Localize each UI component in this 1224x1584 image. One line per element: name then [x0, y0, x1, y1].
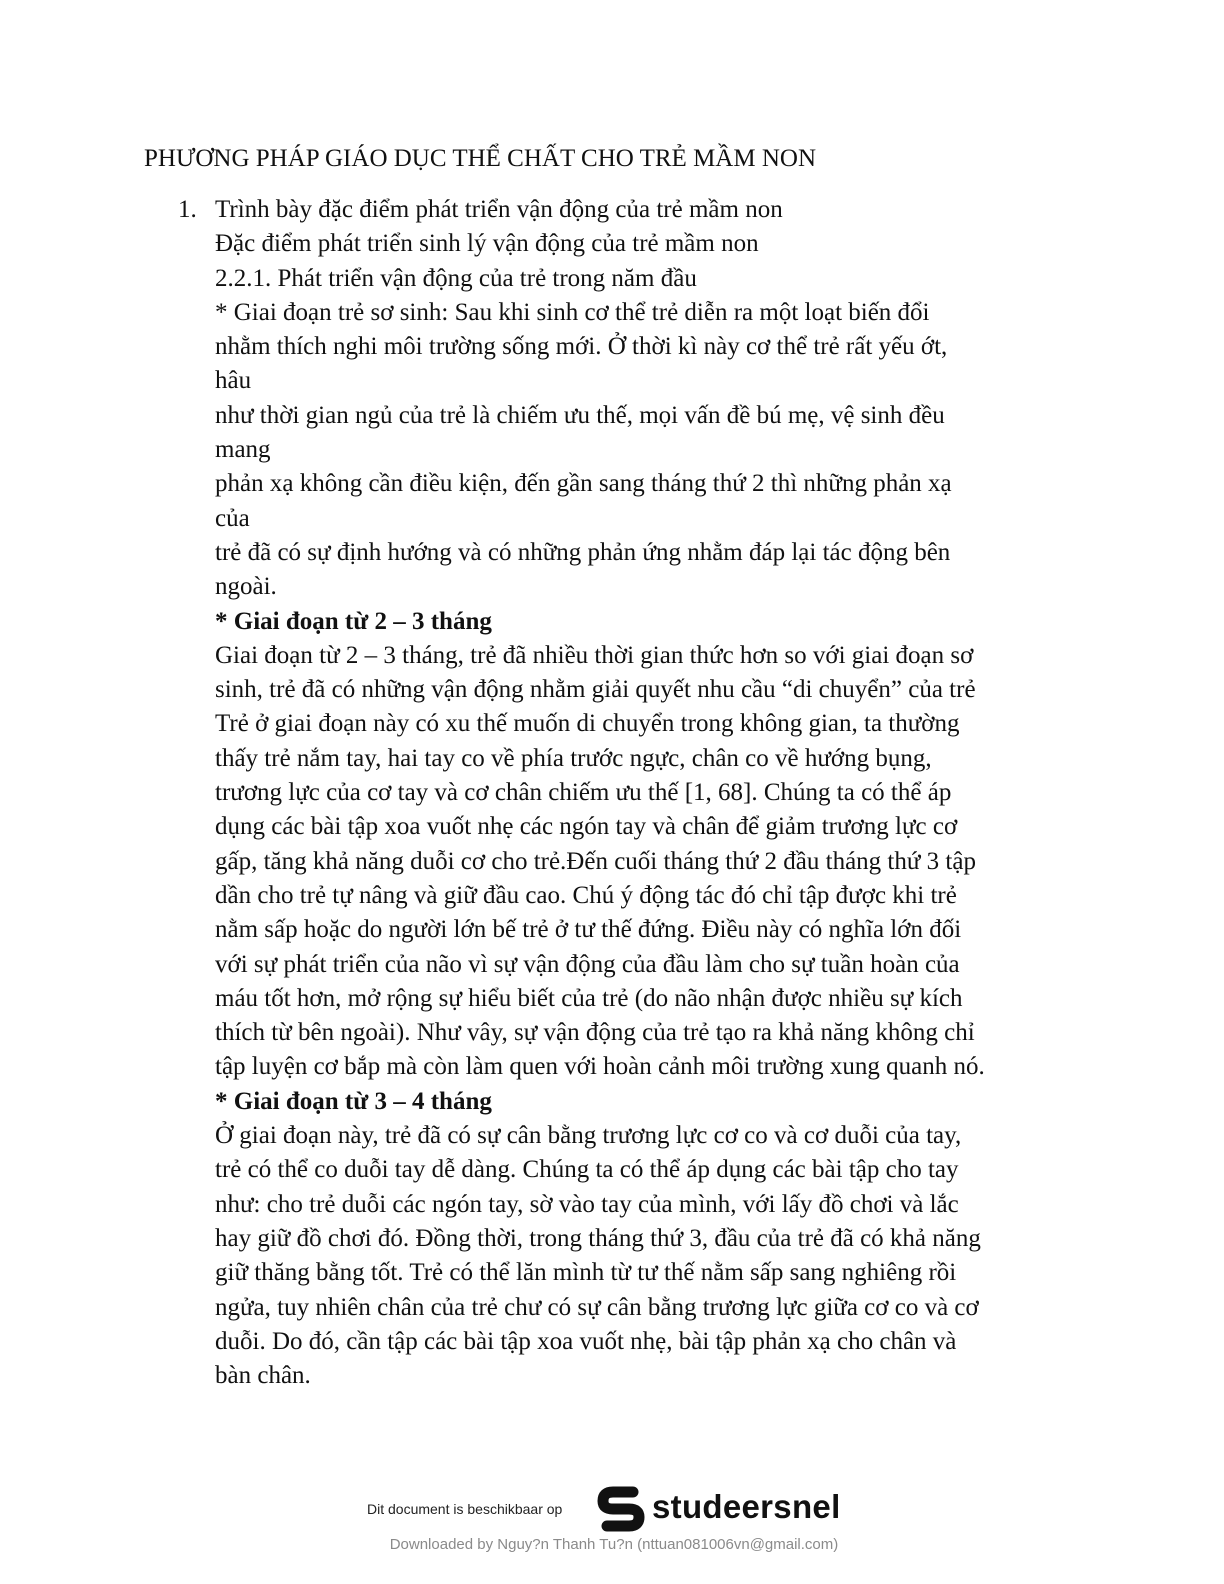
- text-line: ngửa, tuy nhiên chân của trẻ chư có sự cân bằng trương lực giữa cơ co và cơ: [215, 1293, 979, 1321]
- download-note: Downloaded by Nguy?n Thanh Tu?n (nttuan081006vn@gmail.com): [389, 1536, 839, 1553]
- footer-note: Dit document is beschikbaar op: [367, 1501, 563, 1517]
- text-line: trẻ đã có sự định hướng và có những phản ứng nhằm đáp lại tác động bên: [215, 538, 951, 566]
- text-line: như thời gian ngủ của trẻ là chiếm ưu thế, mọi vấn đề bú mẹ, vệ sinh đều: [215, 401, 945, 429]
- text-line: máu tốt hơn, mở rộng sự hiểu biết của trẻ (do não nhận được nhiều sự kích: [215, 984, 963, 1012]
- text-line: Trình bày đặc điểm phát triển vận động của trẻ mầm non: [215, 196, 783, 223]
- text-line: giữ thăng bằng tốt. Trẻ có thể lăn mình từ tư thế nằm sấp sang nghiêng rồi: [215, 1259, 957, 1287]
- text-line: Trẻ ở giai đoạn này có xu thế muốn di chuyển trong không gian, ta thường: [215, 710, 960, 738]
- text-line: hâu: [215, 367, 252, 395]
- text-line: gấp, tăng khả năng duỗi cơ cho trẻ.Đến cuối tháng thứ 2 đầu tháng thứ 3 tập: [215, 847, 976, 875]
- text-line: như: cho trẻ duỗi các ngón tay, sờ vào tay của mình, với lấy đồ chơi và lắc: [215, 1190, 959, 1218]
- text-line: sinh, trẻ đã có những vận động nhằm giải quyết nhu cầu “di chuyển” của trẻ: [215, 676, 976, 704]
- text-line: mang: [215, 436, 271, 464]
- text-line: với sự phát triển của não vì sự vận động của đầu làm cho sự tuần hoàn của: [215, 950, 960, 978]
- text-line: thấy trẻ nắm tay, hai tay co về phía trước ngực, chân co về hướng bụng,: [215, 744, 932, 772]
- document-body: [215, 193, 1085, 1393]
- text-line: * Giai đoạn trẻ sơ sinh: Sau khi sinh cơ thể trẻ diễn ra một loạt biến đổi: [215, 298, 930, 326]
- text-line: trẻ có thể co duỗi tay dễ dàng. Chúng ta có thể áp dụng các bài tập cho tay: [215, 1156, 959, 1184]
- text-line: của: [215, 504, 250, 532]
- text-line: dụng các bài tập xoa vuốt nhẹ các ngón tay và chân để giảm trương lực cơ: [215, 813, 958, 841]
- text-line: ngoài.: [215, 573, 277, 601]
- text-line: Giai đoạn từ 2 – 3 tháng, trẻ đã nhiều thời gian thức hơn so với giai đoạn sơ: [215, 641, 974, 669]
- text-line: 2.2.1. Phát triển vận động của trẻ trong năm đầu: [215, 264, 697, 292]
- text-line: Ở giai đoạn này, trẻ đã có sự cân bằng trương lực cơ co và cơ duỗi của tay,: [215, 1122, 962, 1150]
- text-line: trương lực của cơ tay và cơ chân chiếm ưu thế [1, 68]. Chúng ta có thể áp: [215, 779, 952, 807]
- section-heading: * Giai đoạn từ 3 – 4 tháng: [215, 1087, 492, 1115]
- footer: [0, 1484, 1224, 1536]
- list-item-number: 1.: [178, 196, 197, 223]
- text-line: nhằm thích nghi môi trường sống mới. Ở thời kì này cơ thể trẻ rất yếu ớt,: [215, 333, 948, 361]
- text-line: nằm sấp hoặc do người lớn bế trẻ ở tư thế đứng. Điều này có nghĩa lớn đối: [215, 916, 962, 944]
- text-line: phản xạ không cần điều kiện, đến gần sang tháng thứ 2 thì những phản xạ: [215, 470, 952, 498]
- text-line: dần cho trẻ tự nâng và giữ đầu cao. Chú ý động tác đó chỉ tập được khi trẻ: [215, 881, 957, 909]
- text-line: hay giữ đồ chơi đó. Đồng thời, trong tháng thứ 3, đầu của trẻ đã có khả năng: [215, 1224, 981, 1252]
- section-heading: * Giai đoạn từ 2 – 3 tháng: [215, 607, 492, 635]
- text-line: duỗi. Do đó, cần tập các bài tập xoa vuốt nhẹ, bài tập phản xạ cho chân và: [215, 1327, 957, 1355]
- text-line: thích từ bên ngoài). Như vây, sự vận động của trẻ tạo ra khả năng không chỉ: [215, 1019, 975, 1047]
- text-line: bàn chân.: [215, 1362, 311, 1390]
- text-line: Đặc điểm phát triển sinh lý vận động của trẻ mầm non: [215, 230, 759, 258]
- page-title: PHƯƠNG PHÁP GIÁO DỤC THỂ CHẤT CHO TRẺ MẦM NON: [144, 145, 816, 172]
- text-line: tập luyện cơ bắp mà còn làm quen với hoàn cảnh môi trường xung quanh nó.: [215, 1053, 985, 1081]
- brand-name[interactable]: studeersnel: [652, 1488, 841, 1525]
- studeersnel-logo-icon[interactable]: [597, 1484, 645, 1534]
